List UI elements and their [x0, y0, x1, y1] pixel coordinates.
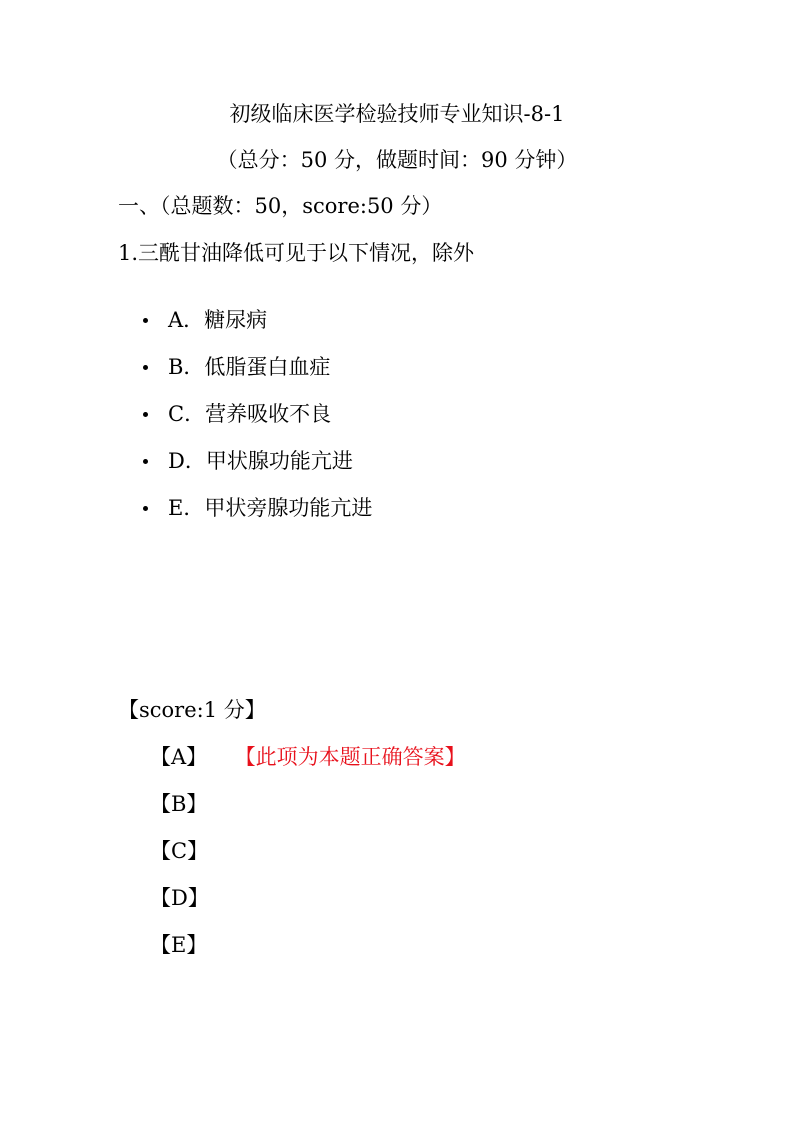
answer-label: 【B】 [150, 792, 208, 816]
document-subtitle: （总分：50 分，做题时间：90 分钟） [216, 148, 578, 172]
answer-d [150, 884, 466, 931]
bullet-icon [143, 412, 148, 417]
correct-answer-note: 【此项为本题正确答案】 [245, 745, 466, 769]
answer-label: 【E】 [150, 933, 208, 957]
bullet-icon [143, 459, 148, 464]
option-a [140, 306, 372, 353]
option-e [140, 494, 372, 541]
answer-label: 【D】 [150, 886, 209, 910]
bullet-icon [143, 506, 148, 511]
option-label: D．甲状腺功能亢进 [168, 449, 353, 473]
option-c [140, 400, 372, 447]
answer-label: 【C】 [150, 839, 209, 863]
answer-list [150, 743, 466, 978]
section-header: 一、（总题数：50，score:50 分） [118, 194, 443, 218]
answer-a [150, 743, 466, 790]
answer-label: 【A】 [150, 745, 208, 769]
option-list [140, 306, 372, 541]
option-label: A．糖尿病 [168, 308, 268, 332]
document-title: 初级临床医学检验技师专业知识-8-1 [229, 102, 565, 126]
option-label: B．低脂蛋白血症 [168, 355, 331, 379]
question-text: 1.三酰甘油降低可见于以下情况，除外 [118, 241, 475, 265]
bullet-icon [143, 318, 148, 323]
option-label: C．营养吸收不良 [168, 402, 332, 426]
option-d [140, 447, 372, 494]
option-b [140, 353, 372, 400]
answer-e [150, 931, 466, 978]
answer-c [150, 837, 466, 884]
option-label: E．甲状旁腺功能亢进 [168, 496, 373, 520]
answer-b [150, 790, 466, 837]
bullet-icon [143, 365, 148, 370]
score-label: 【score:1 分】 [118, 698, 266, 722]
